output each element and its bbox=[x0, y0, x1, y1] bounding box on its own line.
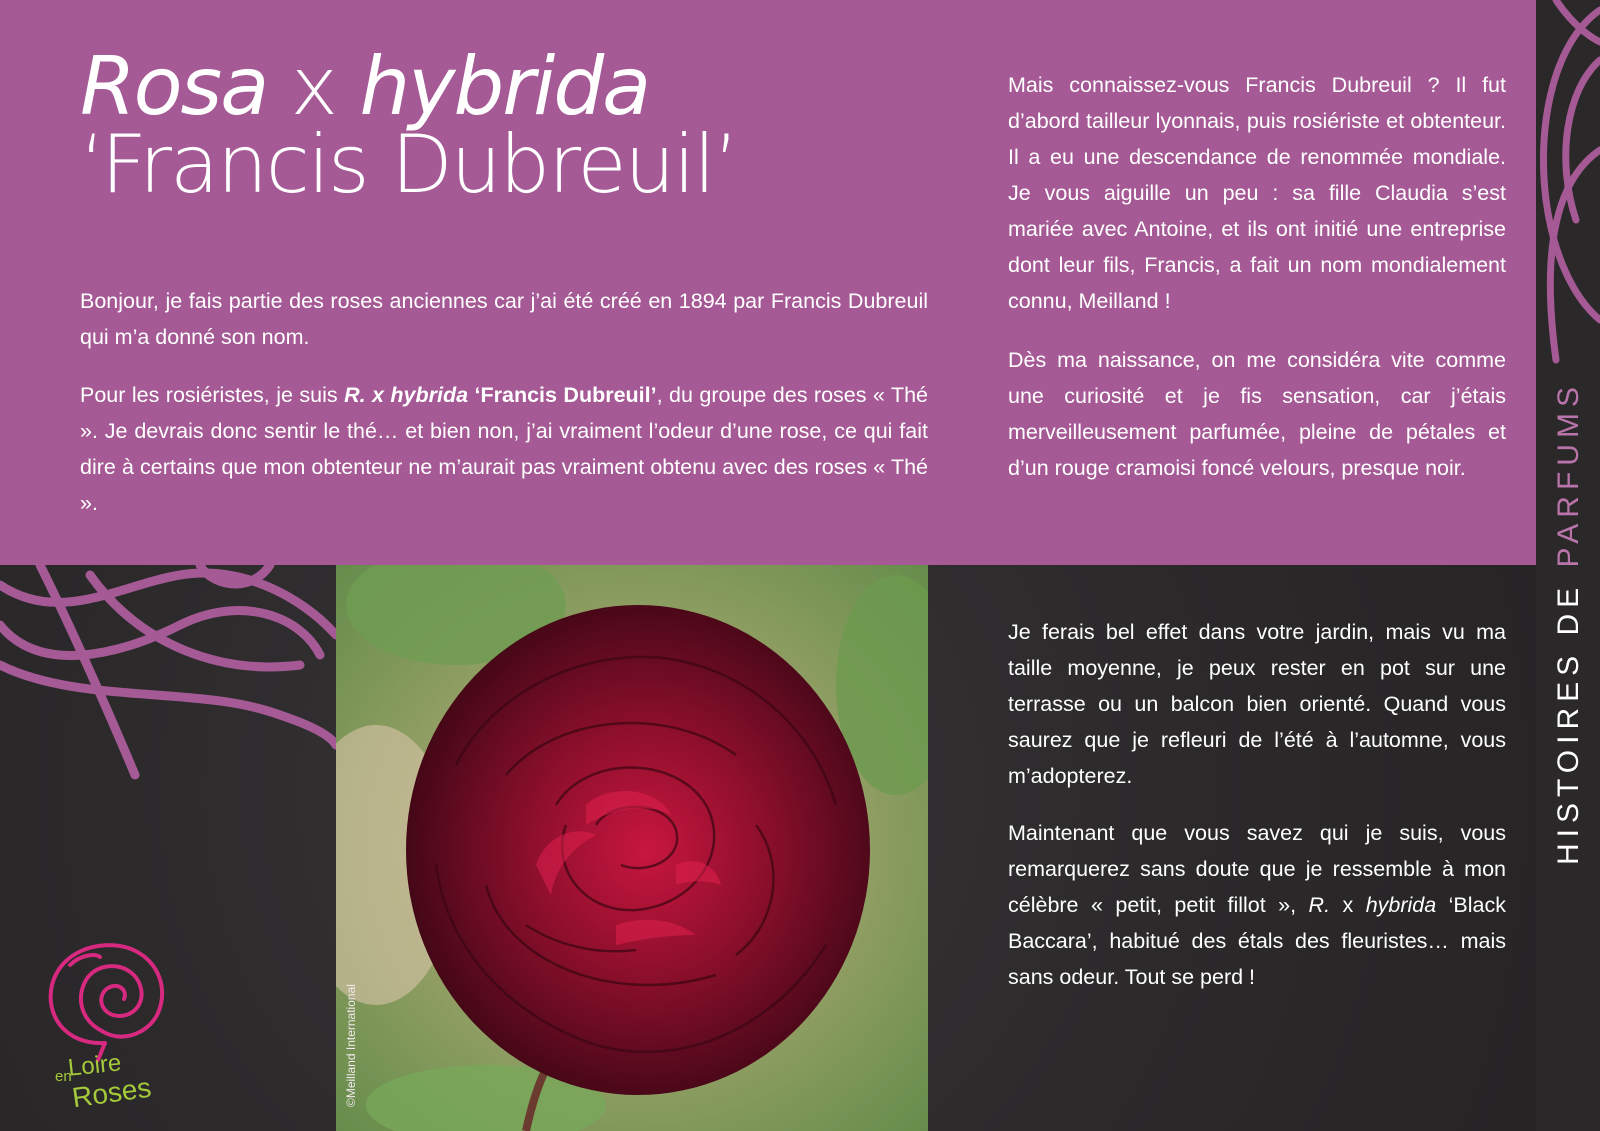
rose-photo bbox=[336, 565, 928, 1131]
intro-p2-text-a: Pour les rosiéristes, je suis bbox=[80, 383, 345, 407]
intro-p2-species: hybrida bbox=[390, 383, 469, 407]
right-paragraph-2: Dès ma naissance, on me considéra vite comme une curiosité et je fis sensation, car j’étais merveilleusement parfumée, pleine de pétales et d’un rouge cramoisi foncé velours, presque noir. bbox=[1008, 348, 1506, 480]
side-label-histoires-de-parfums bbox=[1552, 381, 1586, 865]
right-paragraph-4 bbox=[1008, 815, 1506, 995]
logo-text-en: en bbox=[55, 1068, 72, 1085]
intro-paragraph-1: Bonjour, je fais partie des roses anciennes car j’ai été créé en 1894 par Francis Dubreuil qui m’a donné son nom. bbox=[80, 289, 928, 349]
side-label-word-2: PARFUMS bbox=[1552, 381, 1585, 568]
right-paragraph-3: Je ferais bel effet dans votre jardin, mais vu ma taille moyenne, je peux rester en pot sur une terrasse ou un balcon bien orienté. Quand vous saurez que je refleuri de l’été à l’automne, vous m’adopterez. bbox=[1008, 620, 1506, 788]
title-cross: x bbox=[267, 40, 360, 133]
rose-photo-illustration bbox=[336, 565, 928, 1131]
right-p4-text-e: ‘Black Baccara’, habitué des étals des fleuristes… mais sans odeur. Tout se perd ! bbox=[1008, 893, 1506, 989]
logo-text-loire: Loire bbox=[66, 1049, 123, 1082]
title-line-1 bbox=[80, 40, 737, 133]
logo-text-roses: Roses bbox=[70, 1071, 154, 1114]
right-p4-species: hybrida bbox=[1365, 893, 1437, 917]
title-cultivar: ‘Francis Dubreuil’ bbox=[80, 118, 738, 211]
side-label-word-1: HISTOIRES DE bbox=[1552, 567, 1585, 865]
title-species: hybrida bbox=[359, 40, 650, 133]
intro-p2-genus: R. x bbox=[344, 383, 391, 407]
intro-p2-cultivar: ‘Francis Dubreuil’ bbox=[468, 383, 657, 407]
intro-p2-text-e: , du groupe des roses « Thé ». Je devrais donc sentir le thé… et bien non, j’ai vraiment l’odeur d’une rose, ce qui fait dire à certains que mon obtenteur ne m’aurait pas vraiment obtenu avec des roses « Thé ». bbox=[80, 383, 928, 515]
photo-credit-text: ©Meilland International bbox=[344, 984, 358, 1107]
right-p4-text-a: Maintenant que vous savez qui je suis, vous remarquerez sans doute que je ressemble à mon célèbre « petit, petit fillot », bbox=[1008, 821, 1506, 917]
intro-paragraph-2 bbox=[80, 377, 928, 521]
right-paragraph-1: Mais connaissez-vous Francis Dubreuil ? Il fut d’abord tailleur lyonnais, puis rosiériste et obtenteur. Il a eu une descendance de renommée mondiale. Je vous aiguille un peu : sa fille Claudia s’est mariée avec Antoine, et ils ont initié une entreprise dont leur fils, Francis, a fait un nom mondialement connu, Meilland ! bbox=[1008, 73, 1506, 313]
swirl-decoration-top-icon bbox=[1536, 0, 1600, 380]
title-genus: Rosa bbox=[80, 40, 268, 133]
right-p4-cross: x bbox=[1330, 893, 1366, 917]
swirl-decoration-left-icon bbox=[0, 565, 336, 805]
right-p4-genus: R. bbox=[1308, 893, 1331, 917]
photo-credit bbox=[336, 565, 366, 1131]
page-title bbox=[80, 40, 738, 211]
